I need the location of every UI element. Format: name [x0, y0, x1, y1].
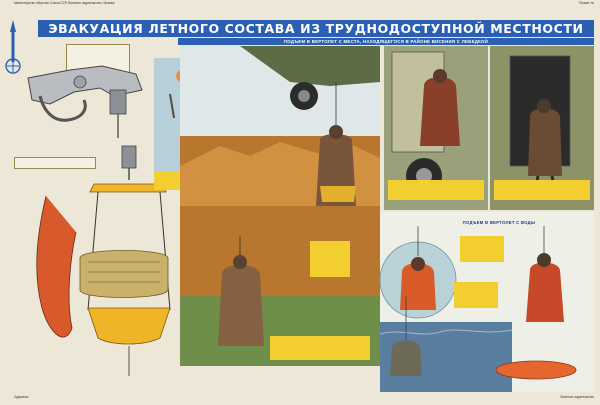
helicopter-hoist-illustration [180, 46, 380, 366]
winch-hook-illustration [10, 52, 160, 142]
top-left-caption: Министерство обороны Союза ССР. Военное издательство. Москва [14, 1, 115, 5]
helicopter-hover-photo [180, 46, 380, 366]
water-section-title: ПОДЪЕМ В ВЕРТОЛЕТ С ВОДЫ [462, 220, 536, 225]
caption-box-water-1 [460, 236, 504, 262]
helicopter-door-photo-1 [384, 46, 488, 210]
bottom-right-caption: Военное издательство [560, 395, 594, 399]
bottom-caption-strip [14, 396, 594, 402]
caption-box-hanging [310, 241, 350, 277]
caption-box-water-2 [454, 282, 498, 308]
caption-box-ground [270, 336, 370, 360]
rescue-seat-assembly-illustration [8, 140, 178, 390]
subtitle-bar [178, 38, 594, 45]
caption-box-door-1 [388, 180, 484, 200]
bottom-left-caption: Художник [14, 395, 29, 399]
top-right-caption: Плакат № [579, 1, 594, 5]
page-title: ЭВАКУАЦИЯ ЛЕТНОГО СОСТАВА ИЗ ТРУДНОДОСТУПНОЙ МЕСТНОСТИ [48, 21, 584, 36]
section-subtitle: ПОДЪЕМ В ВЕРТОЛЕТ С МЕСТА, НАХОДЯЩЕГОСЯ В РАЙОНЕ ВИСЕНИЯ С ЛЕБЕДКОЙ [283, 39, 489, 44]
title-bar [38, 20, 594, 37]
top-caption-strip [14, 2, 594, 8]
helicopter-door-photo-2 [490, 46, 594, 210]
caption-box-door-2 [494, 180, 590, 200]
